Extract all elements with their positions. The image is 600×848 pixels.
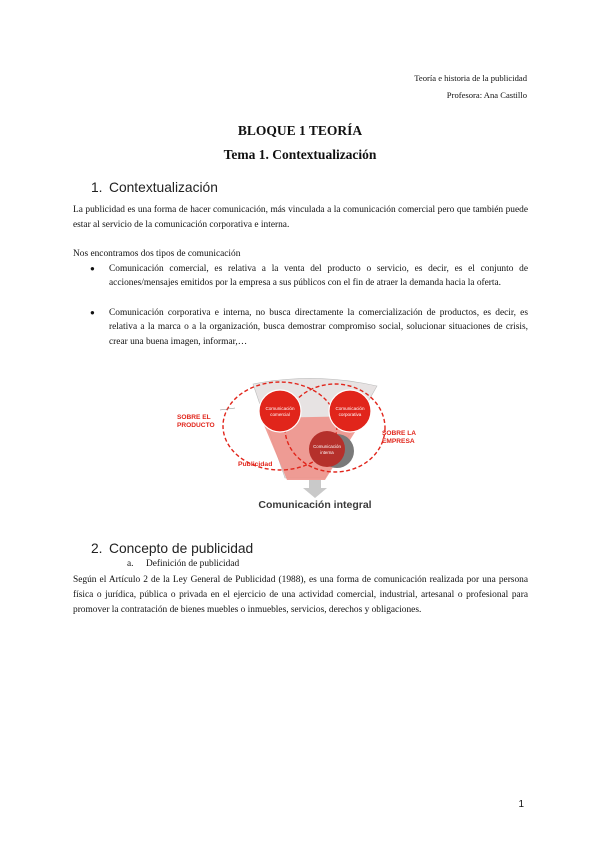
bullet-dot: ●: [90, 308, 95, 317]
section2-heading: [91, 541, 253, 556]
internal-label-2: interna: [320, 450, 334, 455]
topic-title: Tema 1. Contextualización: [223, 147, 377, 162]
section2-number: 2.: [91, 541, 103, 556]
integral-communication-diagram: [165, 378, 425, 518]
subsection-heading: [127, 559, 239, 569]
header-teacher: Profesora: Ana Castillo: [446, 90, 527, 100]
bullet-commercial: [90, 262, 528, 291]
arrow-down-icon: [303, 480, 327, 498]
commercial-label-2: comercial: [270, 412, 290, 417]
commercial-label-1: Comunicación: [265, 406, 295, 411]
company-label-1: SOBRE LA: [382, 430, 417, 437]
commercial-circle: [259, 390, 301, 432]
section1-title: Contextualización: [109, 180, 218, 195]
section1-intro: La publicidad es una forma de hacer comunicación, más vinculada a la comunicación comercial pero que también puede estar al servicio de la comunicación corporativa e interna.: [73, 205, 528, 230]
product-label-2: PRODUCTO: [177, 422, 215, 429]
section2-definition: Según el Artículo 2 de la Ley General de Publicidad (1988), es una forma de comunicación realizada por una persona física o jurídica, pública o privada en el ejercicio de una actividad comercial, industrial, artesanal o profesional para promover la contratación de bienes muebles o inmuebles, servicios, derechos y obligaciones.: [73, 575, 528, 615]
section1-types-intro: Nos encontramos dos tipos de comunicación: [73, 249, 241, 259]
header-course: Teoría e historia de la publicidad: [414, 73, 527, 83]
company-label-2: EMPRESA: [382, 438, 415, 445]
block-title: BLOQUE 1 TEORÍA: [237, 123, 363, 138]
bullet-text: Comunicación comercial, es relativa a la venta del producto o servicio, es decir, es el conjunto de acciones/mensajes emitidos por la empresa a sus públicos con el fin de atraer la demanda hacia la oferta.: [109, 264, 528, 289]
product-label-1: SOBRE EL: [177, 414, 211, 421]
advertising-label: Publicidad: [238, 461, 273, 468]
bullet-dot: ●: [90, 264, 95, 273]
section1-heading: [91, 180, 218, 195]
section2-title: Concepto de publicidad: [109, 541, 254, 556]
bullet-text: Comunicación corporativa e interna, no busca directamente la comercialización de productos, es decir, es relativa a la marca o a la organización, busca demostrar compromiso social, solucionar situaciones de crisis, crear una buena imagen, informar,…: [109, 308, 528, 347]
section1-number: 1.: [91, 180, 103, 195]
diagram-caption: Comunicación integral: [258, 499, 372, 511]
page-number: 1: [518, 799, 524, 810]
corporate-circle: [329, 390, 371, 432]
subsection-letter: a.: [127, 559, 134, 569]
internal-label-1: Comunicación: [313, 444, 341, 449]
internal-circle: [309, 431, 345, 467]
bullet-corporate: [90, 306, 528, 349]
corporate-label-1: Comunicación: [335, 406, 365, 411]
subsection-title: Definición de publicidad: [146, 559, 240, 569]
corporate-label-2: corporativa: [338, 412, 362, 417]
